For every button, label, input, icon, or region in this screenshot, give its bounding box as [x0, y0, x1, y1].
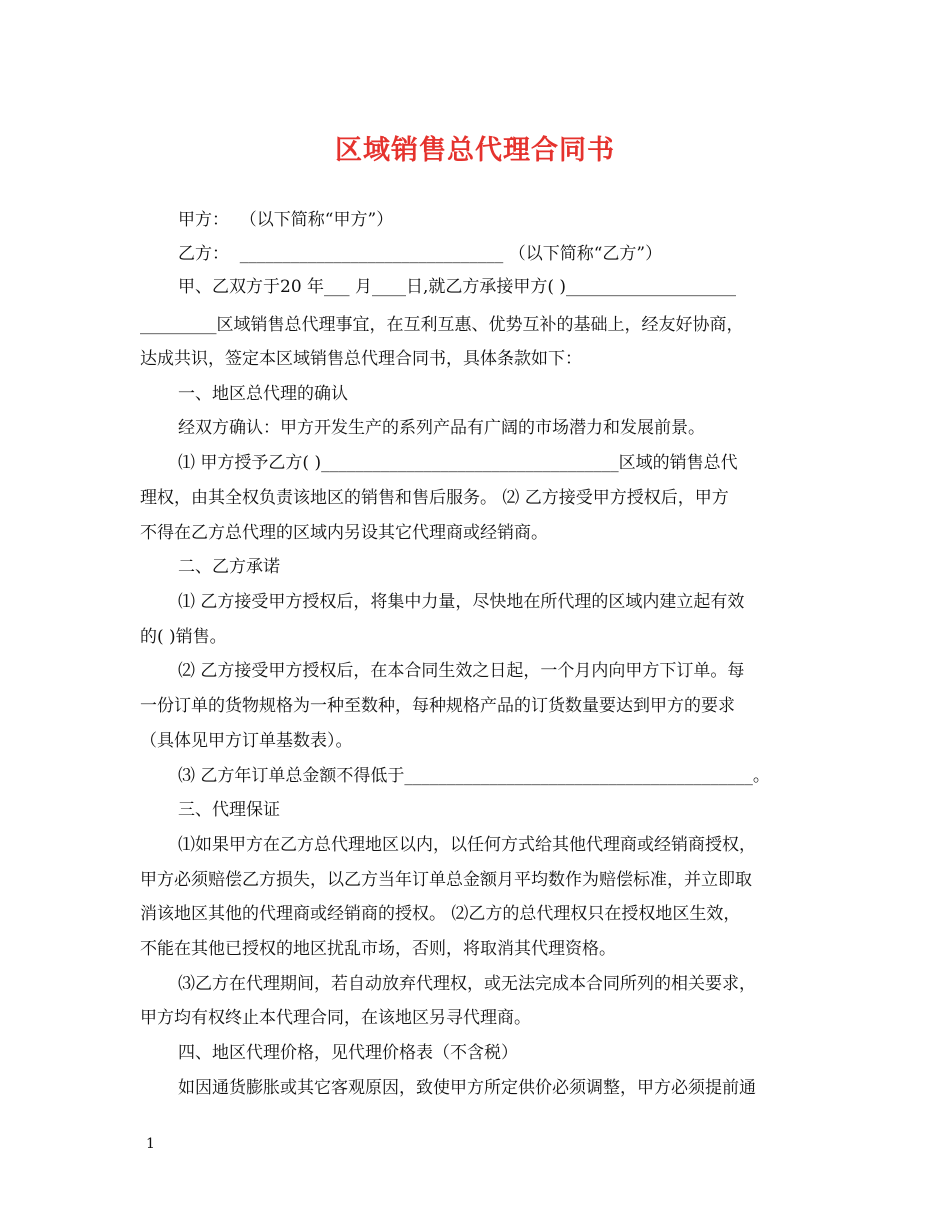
paragraph-line: 达成共识，签定本区域销售总代理合同书，具体条款如下： [140, 349, 582, 369]
paragraph-line: ⑶ 乙方年订单总金额不得低于_________________________________________。 [178, 766, 770, 786]
paragraph-line: ⑴如果甲方在乙方总代理地区以内，以任何方式给其他代理商或经销商授权， [178, 835, 756, 855]
paragraph-line: 不得在乙方总代理的区域内另设其它代理商或经销商。 [140, 523, 548, 543]
paragraph-line: 甲方必须赔偿乙方损失，以乙方当年订单总金额月平均数作为赔偿标准，并立即取 [140, 870, 752, 890]
paragraph-line: 消该地区其他的代理商或经销商的授权。 ⑵乙方的总代理权只在授权地区生效， [140, 904, 741, 924]
party-a-line: 甲方： （以下简称“甲方”） [178, 210, 394, 230]
section-heading: 一、地区总代理的确认 [178, 384, 348, 404]
paragraph-line: ⑴ 甲方授予乙方( )___________________________________区域的销售总代 [178, 453, 738, 473]
paragraph-line: ⑶乙方在代理期间，若自动放弃代理权，或无法完成本合同所列的相关要求， [178, 974, 756, 994]
party-b-line: 乙方： _______________________________ （以下简称“乙方”） [178, 244, 663, 264]
paragraph-line: 的( )销售。 [140, 627, 227, 647]
paragraph-line: 理权，由其全权负责该地区的销售和售后服务。 ⑵ 乙方接受甲方授权后，甲方 [140, 488, 729, 508]
paragraph-line: ⑵ 乙方接受甲方授权后，在本合同生效之日起，一个月内向甲方下订单。每 [178, 661, 745, 681]
paragraph-line: 一份订单的货物规格为一种至数种，每种规格产品的订货数量要达到甲方的要求 [140, 696, 735, 716]
section-heading: 二、乙方承诺 [178, 557, 280, 577]
paragraph-line: _________区域销售总代理事宜，在互利互惠、优势互补的基础上，经友好协商， [140, 315, 744, 335]
document-title: 区域销售总代理合同书 [335, 135, 615, 166]
section-heading: 三、代理保证 [178, 800, 280, 820]
paragraph-line: （具体见甲方订单基数表）。 [140, 731, 353, 751]
paragraph-line: 经双方确认：甲方开发生产的系列产品有广阔的市场潜力和发展前景。 [178, 418, 705, 438]
paragraph-line: 甲方均有权终止本代理合同，在该地区另寻代理商。 [140, 1008, 531, 1028]
paragraph-line: ⑴ 乙方接受甲方授权后，将集中力量，尽快地在所代理的区域内建立起有效 [178, 592, 745, 612]
paragraph-line: 如因通货膨胀或其它客观原因，致使甲方所定供价必须调整，甲方必须提前通 [178, 1078, 756, 1098]
paragraph-line: 甲、乙双方于20 年___ 月____日,就乙方承接甲方( )____________________ [178, 277, 737, 297]
page-number: 1 [146, 1136, 155, 1152]
paragraph-line: 不能在其他已授权的地区扰乱市场，否则，将取消其代理资格。 [140, 939, 616, 959]
section-heading: 四、地区代理价格，见代理价格表（不含税） [178, 1043, 518, 1063]
